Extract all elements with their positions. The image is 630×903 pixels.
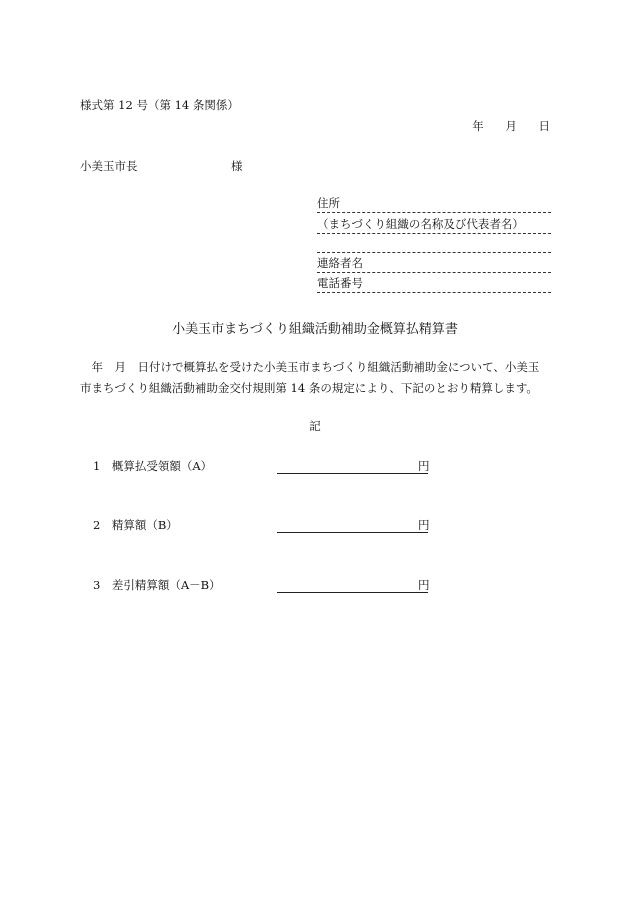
phone-field	[317, 274, 551, 293]
yen-unit: 円	[418, 578, 430, 592]
yen-unit: 円	[418, 459, 430, 473]
date-month: 月	[505, 119, 517, 133]
document-title: 小美玉市まちづくり組織活動補助金概算払精算書	[172, 322, 458, 337]
body-line: 市まちづくり組織活動補助金交付規則第 14 条の規定により、下記のとおり精算します。	[80, 381, 538, 395]
organization-blank-line	[317, 234, 551, 253]
organization-label: （まちづくり組織の名称及び代表者名）	[317, 217, 524, 231]
ki-heading: 記	[309, 419, 321, 433]
organization-field	[317, 215, 551, 234]
date-day: 日	[538, 119, 550, 133]
phone-label: 電話番号	[317, 276, 363, 290]
item-label: 2 精算額（B）	[93, 518, 178, 532]
address-field	[317, 194, 551, 213]
amount-field	[277, 456, 428, 474]
body-paragraph	[80, 357, 552, 399]
recipient: 小美玉市長	[80, 159, 138, 173]
date-line	[454, 118, 550, 134]
form-number: 様式第 12 号（第 14 条関係）	[80, 98, 239, 112]
body-line: 年 月 日付けで概算払を受けた小美玉市まちづくり組織活動補助金について、小美玉	[80, 360, 540, 374]
amount-field	[277, 575, 428, 593]
amount-field	[277, 515, 428, 533]
contact-person-field	[317, 254, 551, 273]
honorific: 様	[231, 159, 243, 173]
item-label: 1 概算払受領額（A）	[93, 459, 213, 473]
item-label: 3 差引精算額（A－B）	[93, 578, 221, 592]
date-year: 年	[472, 119, 484, 133]
address-label: 住所	[317, 196, 340, 210]
yen-unit: 円	[418, 518, 430, 532]
contact-person-label: 連絡者名	[317, 256, 363, 270]
